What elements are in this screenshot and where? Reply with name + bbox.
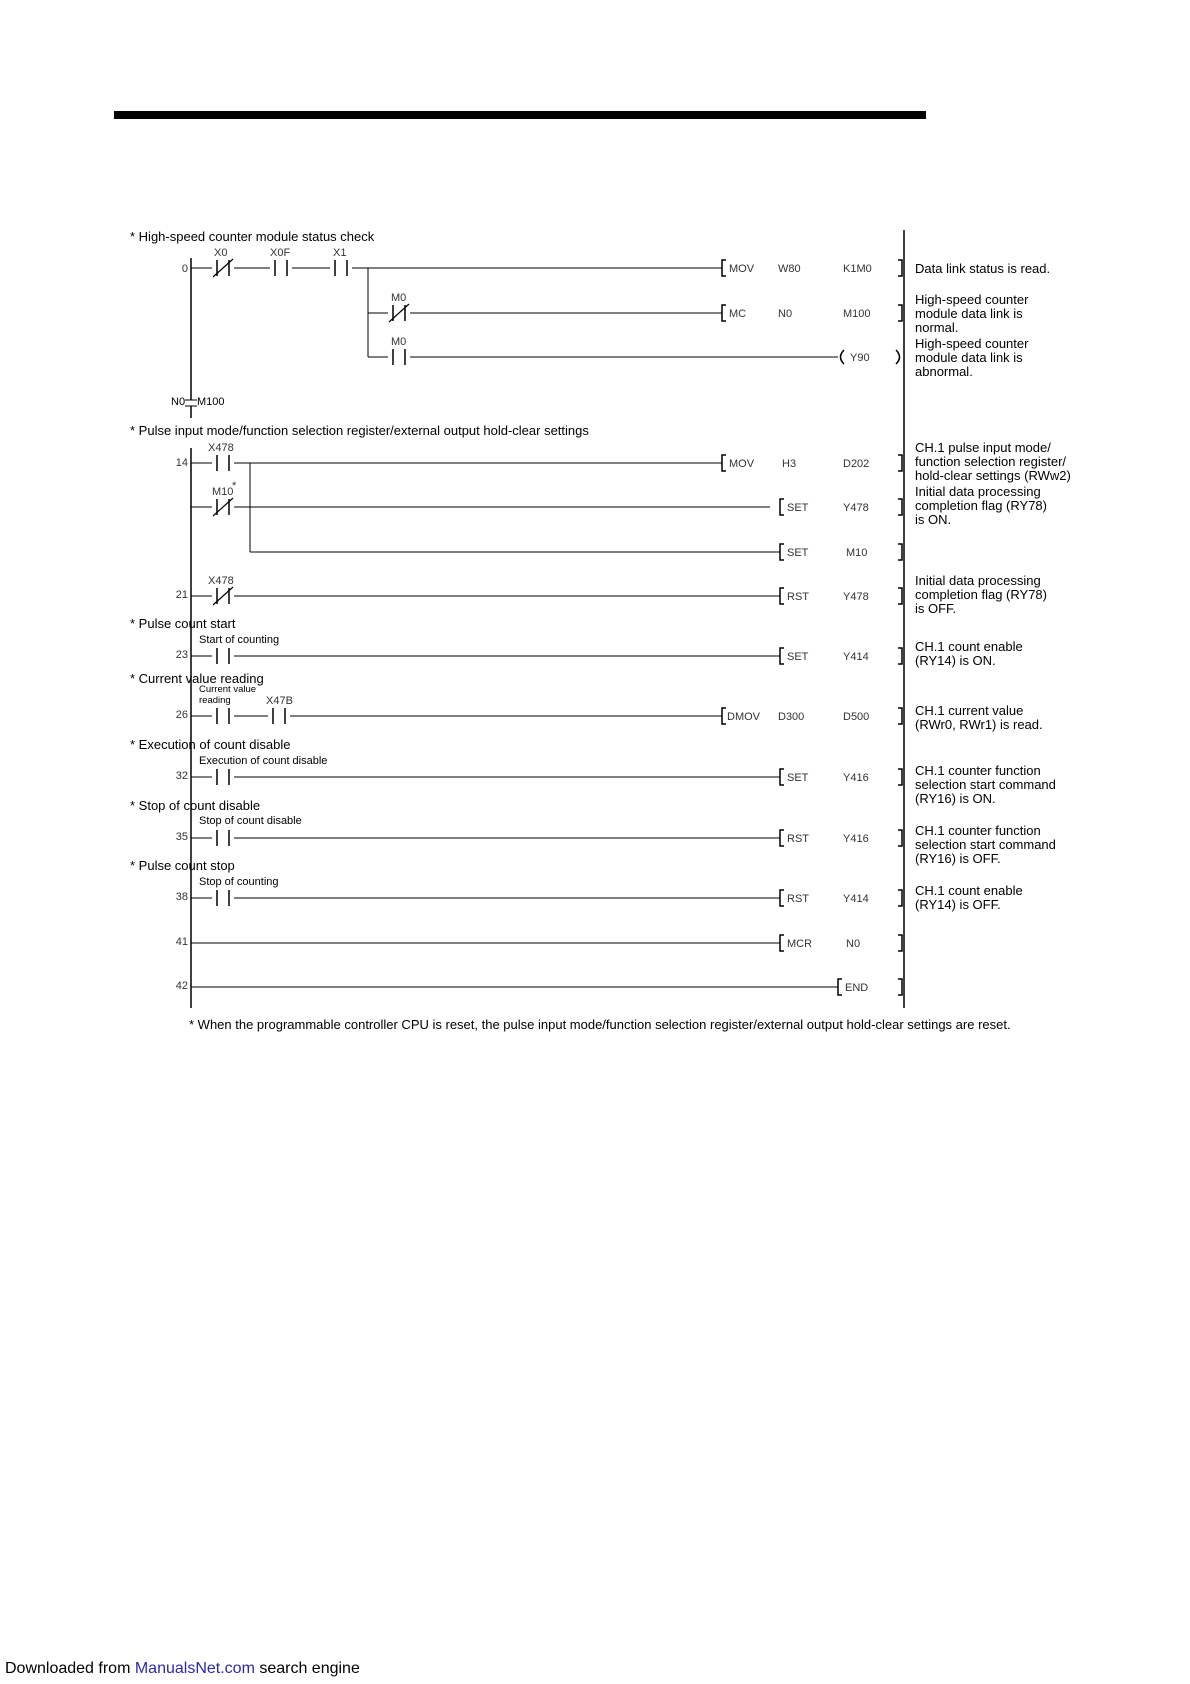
step-number: 21 — [175, 589, 188, 601]
rung-comment: completion flag (RY78) — [915, 498, 1047, 513]
contact-comment: reading — [199, 695, 231, 706]
contact-no — [335, 260, 347, 276]
contact-nc — [389, 304, 409, 322]
contact-comment: Stop of counting — [199, 876, 279, 888]
rung-comment: CH.1 counter function — [915, 823, 1041, 838]
rung-comment: Data link status is read. — [915, 261, 1051, 276]
rung-comment: CH.1 counter function — [915, 763, 1041, 778]
step-number: 14 — [175, 457, 188, 469]
contact-label: M10 — [212, 486, 234, 498]
rung-comment: CH.1 current value — [915, 703, 1024, 718]
contact-no — [217, 455, 229, 471]
instruction-operand: Y478 — [843, 502, 869, 514]
rung-comment: (RY14) is OFF. — [915, 897, 1001, 912]
section-label: * Execution of count disable — [130, 737, 291, 752]
contact-label: * — [232, 480, 237, 492]
instruction-operand: H3 — [782, 458, 797, 470]
rung-comment: (RY16) is ON. — [915, 791, 996, 806]
footer-suffix: search engine — [254, 1660, 360, 1677]
rung-comment: abnormal. — [915, 364, 973, 379]
section-label: * Pulse count stop — [130, 858, 235, 873]
contact-no — [273, 708, 285, 724]
contact-label: X1 — [333, 247, 347, 259]
rung-comment: Initial data processing — [915, 484, 1041, 499]
contact-no — [217, 648, 229, 664]
instruction-operand: D500 — [843, 711, 870, 723]
contact-comment: Start of counting — [199, 634, 280, 646]
instruction: RST — [787, 591, 809, 603]
instruction: END — [845, 982, 869, 994]
rung-comment: High-speed counter — [915, 336, 1029, 351]
instruction: RST — [787, 833, 809, 845]
instruction: SET — [787, 772, 809, 784]
rung-comment: module data link is — [915, 350, 1023, 365]
instruction: MCR — [787, 938, 813, 950]
step-number: 42 — [175, 980, 188, 992]
contact-nc — [213, 498, 233, 516]
step-number: 23 — [175, 649, 188, 661]
contact-no — [217, 769, 229, 785]
contact-no — [217, 890, 229, 906]
rung-comment: High-speed counter — [915, 292, 1029, 307]
instruction-operand: N0 — [778, 308, 793, 320]
footer-link[interactable]: ManualsNet.com — [134, 1660, 255, 1677]
instruction-operand: M100 — [843, 308, 871, 320]
rung-comment: is ON. — [915, 512, 952, 527]
instruction-operand: Y414 — [843, 893, 869, 905]
contact-comment: Stop of count disable — [199, 815, 302, 827]
contact-nc — [213, 259, 233, 277]
footer-prefix: Downloaded from — [5, 1660, 135, 1677]
contact-no — [275, 260, 287, 276]
step-number: 32 — [175, 770, 188, 782]
rung-comment: module data link is — [915, 306, 1023, 321]
instruction: SET — [787, 502, 809, 514]
instruction-operand: M10 — [846, 547, 868, 559]
step-number: 38 — [175, 891, 188, 903]
footer — [5, 1660, 360, 1678]
contact-no — [393, 349, 405, 365]
contact-label: M0 — [391, 336, 407, 348]
instruction: MOV — [729, 263, 755, 275]
step-number: 35 — [175, 831, 188, 843]
instruction-operand: D300 — [778, 711, 805, 723]
mc-m-label: M100 — [197, 396, 225, 408]
contact-label: M0 — [391, 292, 407, 304]
rung-comment: CH.1 pulse input mode/ — [915, 440, 1051, 455]
rung-comment: normal. — [915, 320, 959, 335]
instruction-operand: Y416 — [843, 772, 869, 784]
rung-comment: CH.1 count enable — [915, 639, 1023, 654]
coil-label: Y90 — [850, 352, 870, 364]
rung-comment: hold-clear settings (RWw2) — [915, 468, 1071, 483]
rung-comment: selection start command — [915, 837, 1056, 852]
rung-comment: selection start command — [915, 777, 1056, 792]
instruction: MC — [729, 308, 747, 320]
instruction-operand: K1M0 — [843, 263, 872, 275]
header-rule — [114, 111, 926, 119]
contact-label: X478 — [208, 442, 234, 454]
instruction: RST — [787, 893, 809, 905]
contact-comment: Current value — [199, 684, 257, 695]
rung-comment: function selection register/ — [915, 454, 1067, 469]
rung-comment: CH.1 count enable — [915, 883, 1023, 898]
instruction-operand: Y416 — [843, 833, 869, 845]
instruction: SET — [787, 651, 809, 663]
instruction-operand: Y478 — [843, 591, 869, 603]
instruction: MOV — [729, 458, 755, 470]
contact-comment: Execution of count disable — [199, 755, 328, 767]
rung-comment: (RY14) is ON. — [915, 653, 996, 668]
contact-nc — [213, 587, 233, 605]
section-label: * Current value reading — [130, 671, 264, 686]
instruction-operand: W80 — [778, 263, 801, 275]
instruction: DMOV — [727, 711, 760, 723]
section-label: * Pulse input mode/function selection register/external output hold-clear settings — [130, 423, 589, 438]
instruction: SET — [787, 547, 809, 559]
contact-no — [217, 708, 229, 724]
step-number: 41 — [175, 936, 188, 948]
rung-comment: Initial data processing — [915, 573, 1041, 588]
contact-label: X0 — [214, 247, 228, 259]
rung-comment: (RY16) is OFF. — [915, 851, 1001, 866]
section-label: * High-speed counter module status check — [130, 229, 375, 244]
contact-no — [217, 830, 229, 846]
section-label: * Stop of count disable — [130, 798, 261, 813]
rung-comment: is OFF. — [915, 601, 957, 616]
instruction-operand: Y414 — [843, 651, 869, 663]
instruction-operand: D202 — [843, 458, 870, 470]
rung-comment: (RWr0, RWr1) is read. — [915, 717, 1043, 732]
section-label: * Pulse count start — [130, 616, 236, 631]
contact-label: X0F — [270, 247, 291, 259]
step-number: 0 — [181, 263, 188, 275]
step-number: 26 — [175, 709, 188, 721]
contact-label: X478 — [208, 575, 234, 587]
instruction-operand: N0 — [846, 938, 861, 950]
contact-label: X47B — [266, 695, 293, 707]
rung-comment: completion flag (RY78) — [915, 587, 1047, 602]
mc-n-label: N0 — [171, 396, 186, 408]
footnote: * When the programmable controller CPU is reset, the pulse input mode/function selection register/external output hold-clear settings are reset. — [189, 1017, 1011, 1032]
